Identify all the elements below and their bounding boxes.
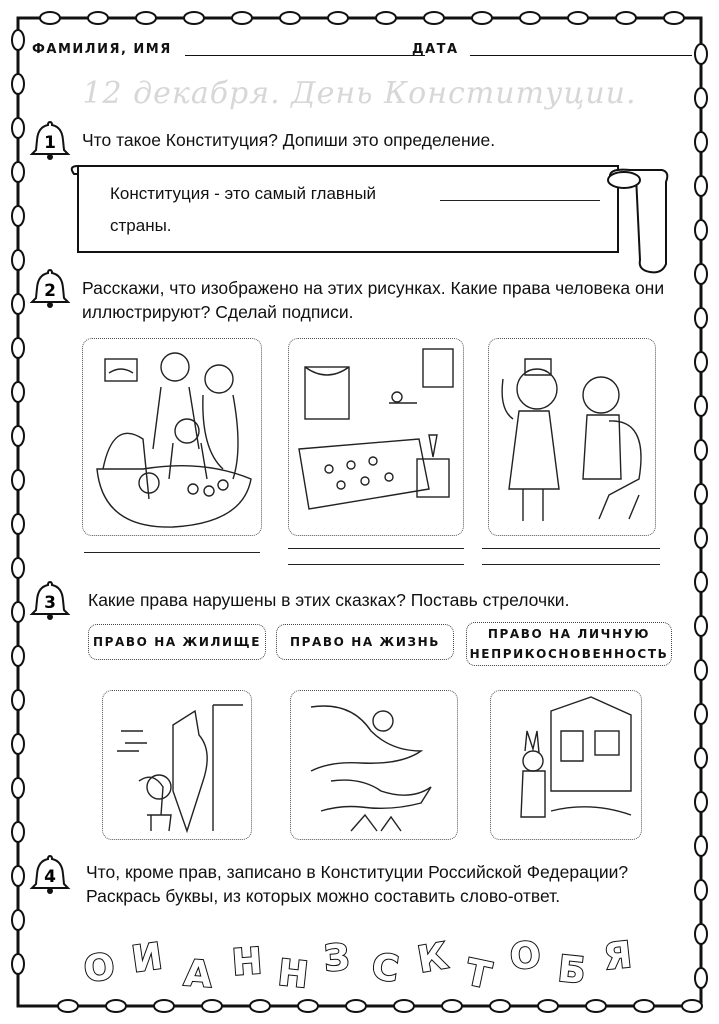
letter-tile[interactable]: О (508, 934, 543, 979)
date-field[interactable] (470, 55, 692, 56)
letter-tile[interactable]: Н (230, 940, 264, 985)
bedroom-illustration (288, 338, 464, 536)
name-label: ФАМИЛИЯ, ИМЯ (32, 42, 172, 57)
answer-line[interactable] (482, 564, 660, 565)
task-number: 3 (44, 593, 56, 613)
letter-tile[interactable]: Т (462, 951, 495, 998)
wolf-and-goats-illustration (102, 690, 252, 840)
task-1-question: Что такое Конституция? Допиши это определение. (82, 130, 496, 150)
answer-line[interactable] (84, 552, 260, 553)
family-illustration (82, 338, 262, 536)
task-number: 4 (44, 867, 56, 887)
answer-line[interactable] (482, 548, 660, 549)
bell-icon (28, 578, 72, 622)
header (30, 38, 691, 62)
letter-tile[interactable]: Я (601, 934, 634, 979)
task-3-question: Какие права нарушены в этих сказках? Поставь стрелочки. (88, 590, 570, 610)
letter-tile[interactable]: Н (275, 952, 311, 997)
scroll-line-1: Конституция - это самый главный (110, 184, 377, 203)
bell-icon (28, 852, 72, 896)
date-label: ДАТА (412, 42, 459, 57)
answer-line[interactable] (440, 200, 600, 201)
task-4-question: Что, кроме прав, записано в Конституции Российской Федерации? Раскрась буквы, из которых можно составить слово-ответ. (86, 862, 629, 906)
right-to-life-tag[interactable]: ПРАВО НА ЖИЗНЬ (276, 624, 454, 660)
letter-tile[interactable]: А (182, 953, 214, 996)
letters-row (80, 936, 660, 996)
task-2-question: Расскажи, что изображено на этих рисунках. Какие права человека они иллюстрируют? Сделай подписи. (82, 278, 665, 322)
right-to-inviolability-tag[interactable]: ПРАВО НА ЛИЧНУЮ НЕПРИКОСНОВЕННОСТЬ (466, 622, 672, 666)
doctor-illustration (488, 338, 656, 536)
letter-tile[interactable]: З (322, 937, 351, 980)
letter-tile[interactable]: С (369, 946, 402, 991)
scroll-line-2: страны. (110, 216, 172, 235)
page-title: 12 декабря. День Конституции. (82, 76, 637, 111)
hare-hut-illustration (490, 690, 642, 840)
letter-tile[interactable]: И (129, 936, 165, 981)
right-to-housing-tag[interactable]: ПРАВО НА ЖИЛИЩЕ (88, 624, 266, 660)
swan-geese-illustration (290, 690, 458, 840)
letter-tile[interactable]: К (414, 935, 451, 982)
letter-tile[interactable]: О (81, 946, 117, 991)
task-number: 2 (44, 281, 56, 301)
name-field[interactable] (185, 55, 425, 56)
bell-icon (28, 118, 72, 162)
answer-line[interactable] (288, 548, 464, 549)
letter-tile[interactable]: Б (555, 948, 588, 993)
answer-line[interactable] (288, 564, 464, 565)
bell-icon (28, 266, 72, 310)
task-number: 1 (44, 133, 56, 153)
